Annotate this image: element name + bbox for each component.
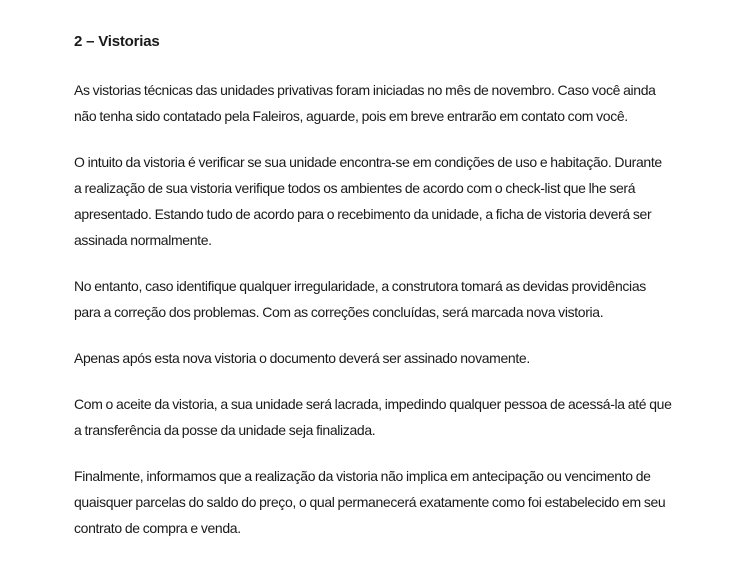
text-line: a transferência da posse da unidade seja finalizada.	[74, 422, 376, 438]
text-line: assinada normalmente.	[74, 232, 212, 248]
text-line: Apenas após esta nova vistoria o documento deverá ser assinado novamente.	[74, 350, 530, 366]
text-line: quaisquer parcelas do saldo do preço, o qual permanecerá exatamente como foi estabelecido em seu	[74, 494, 666, 510]
text-line: O intuito da vistoria é verificar se sua unidade encontra-se em condições de uso e habitação. Durante	[74, 154, 662, 170]
paragraph-payment-terms	[74, 463, 714, 541]
text-line: Finalmente, informamos que a realização da vistoria não implica em antecipação ou vencimento de	[74, 468, 651, 484]
paragraph-sign-again	[74, 345, 714, 371]
text-line: não tenha sido contatado pela Faleiros, aguarde, pois em breve entrarão em contato com você.	[74, 108, 628, 124]
text-line: contrato de compra e venda.	[74, 520, 241, 536]
paragraph-unit-sealed	[74, 391, 714, 443]
paragraph-inspections-started	[74, 77, 714, 129]
text-line: apresentado. Estando tudo de acordo para o recebimento da unidade, a ficha de vistoria deverá ser	[74, 206, 652, 222]
paragraph-irregularities	[74, 273, 714, 325]
text-line: Com o aceite da vistoria, a sua unidade será lacrada, impedindo qualquer pessoa de acessá-la até que	[74, 396, 672, 412]
text-line: a realização de sua vistoria verifique todos os ambientes de acordo com o check-list que lhe será	[74, 180, 636, 196]
text-line: No entanto, caso identifique qualquer irregularidade, a construtora tomará as devidas providências	[74, 278, 646, 294]
text-line: para a correção dos problemas. Com as correções concluídas, será marcada nova vistoria.	[74, 304, 604, 320]
section-heading: 2 – Vistorias	[74, 33, 160, 50]
text-line: As vistorias técnicas das unidades privativas foram iniciadas no mês de novembro. Caso você ainda	[74, 82, 656, 98]
document-body	[74, 30, 714, 561]
paragraph-inspection-purpose	[74, 149, 714, 253]
